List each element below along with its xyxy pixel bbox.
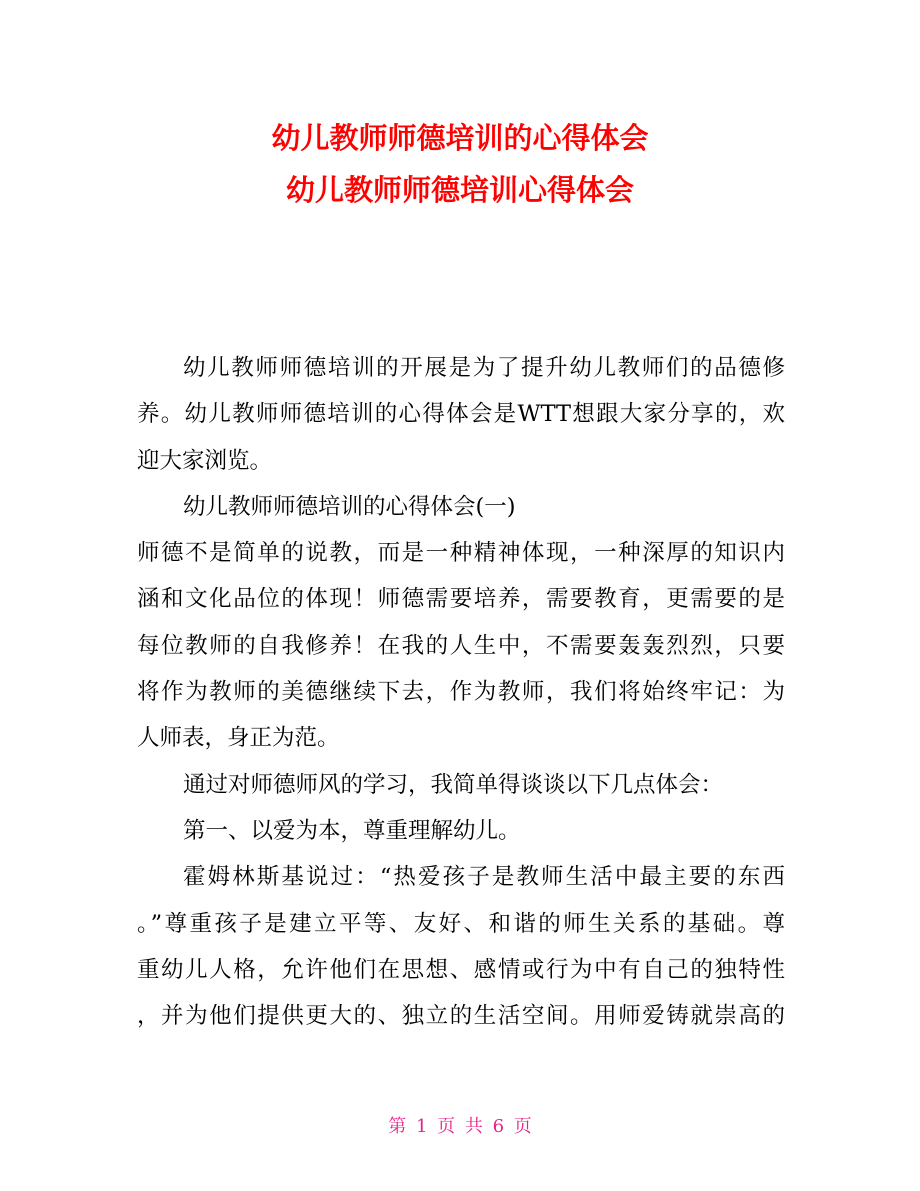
text-line: 人师表，身正为范。 (137, 725, 340, 752)
text-line: 每位教师的自我修养！在我的人生中，不需要轰轰烈烈，只要 (137, 632, 785, 659)
text-line: 师德不是简单的说教，而是一种精神体现，一种深厚的知识内 (137, 540, 785, 567)
text-line: 。”尊重孩子是建立平等、友好、和谐的师生关系的基础。尊 (137, 910, 785, 937)
document-body (137, 345, 785, 1039)
text-line: 迎大家浏览。 (137, 447, 273, 474)
text-line: ，并为他们提供更大的、独立的生活空间。用师爱铸就崇高的 (137, 1003, 785, 1030)
section-heading: 幼儿教师师德培训的心得体会(一) (183, 493, 516, 520)
text-line: 幼儿教师师德培训的开展是为了提升幼儿教师们的品德修 (183, 355, 785, 381)
page-number-footer: 第 1 页 共 6 页 (388, 1116, 532, 1137)
text-line: 重幼儿人格，允许他们在思想、感情或行为中有自己的独特性 (137, 956, 785, 983)
text-line: 将作为教师的美德继续下去，作为教师，我们将始终牢记：为 (137, 679, 785, 706)
text-line: 涵和文化品位的体现！师德需要培养，需要教育，更需要的是 (137, 586, 785, 613)
text-line: 养。幼儿教师师德培训的心得体会是WTT想跟大家分享的，欢 (137, 401, 785, 428)
text-line: 霍姆林斯基说过：“热爱孩子是教师生活中最主要的东西 (183, 864, 785, 891)
text-line: 通过对师德师风的学习，我简单得谈谈以下几点体会： (183, 771, 724, 798)
text-line: 第一、以爱为本，尊重理解幼儿。 (183, 817, 521, 844)
document-subtitle: 幼儿教师师德培训心得体会 (285, 173, 634, 207)
document-title: 幼儿教师师德培训的心得体会 (271, 121, 649, 155)
